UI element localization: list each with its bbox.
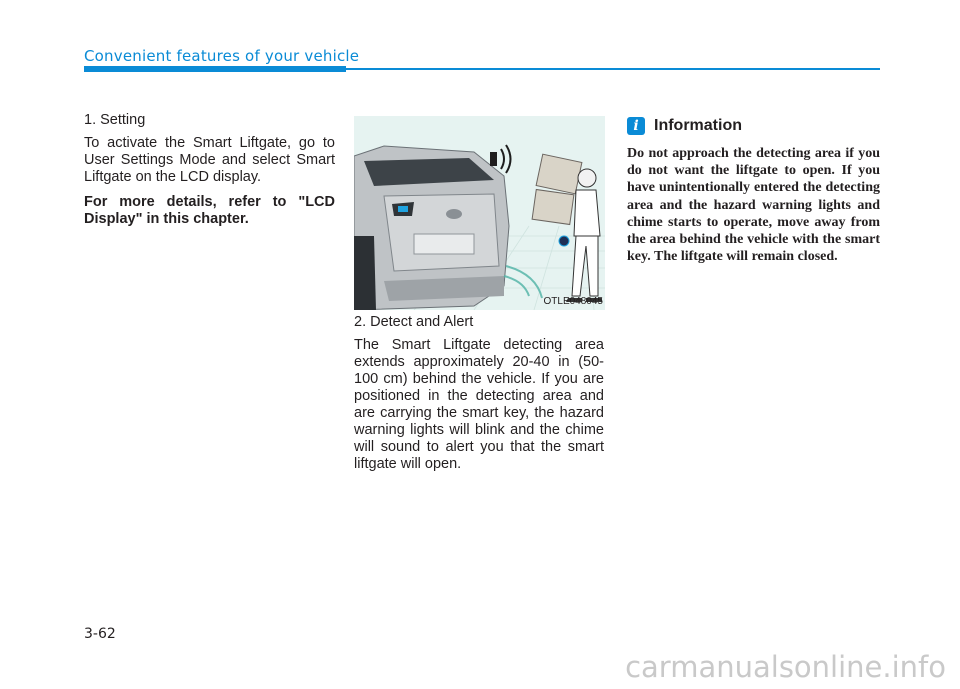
header-accent-bar	[84, 66, 346, 72]
vehicle-rear-person-illustration	[354, 116, 605, 310]
header-rule	[346, 68, 880, 70]
liftgate-illustration	[354, 116, 605, 310]
info-icon: i	[627, 117, 645, 135]
information-header	[627, 116, 880, 136]
information-box	[627, 116, 880, 265]
detect-heading: 2. Detect and Alert	[354, 314, 474, 330]
information-title: Information	[654, 117, 742, 134]
information-body: Do not approach the detecting area if you do not want the liftgate to open. If you have unintentionally entered the detecting area and the hazard warning lights and chime starts to operate, move away from the area behind the vehicle with the smart key. The liftgate will remain closed.	[627, 146, 880, 265]
site-watermark: carmanualsonline.info	[625, 650, 946, 684]
page-number: 3-62	[84, 626, 116, 642]
detect-column	[354, 314, 604, 481]
setting-body: To activate the Smart Liftgate, go to User Settings Mode and select Smart Liftgate on the LCD display.	[84, 135, 335, 185]
detect-body: The Smart Liftgate detecting area extends approximately 20-40 in (50-100 cm) behind the vehicle. If you are positioned in the detecting area and are carrying the smart key, the hazard warning lights will blink and the chime will sound to alert you that the smart liftgate will open.	[354, 337, 604, 472]
figure-code: OTLE048045	[543, 296, 603, 307]
setting-column	[84, 112, 335, 228]
setting-heading: 1. Setting	[84, 112, 146, 128]
section-title: Convenient features of your vehicle	[84, 47, 360, 65]
setting-note: For more details, refer to "LCD Display" in this chapter.	[84, 194, 335, 227]
